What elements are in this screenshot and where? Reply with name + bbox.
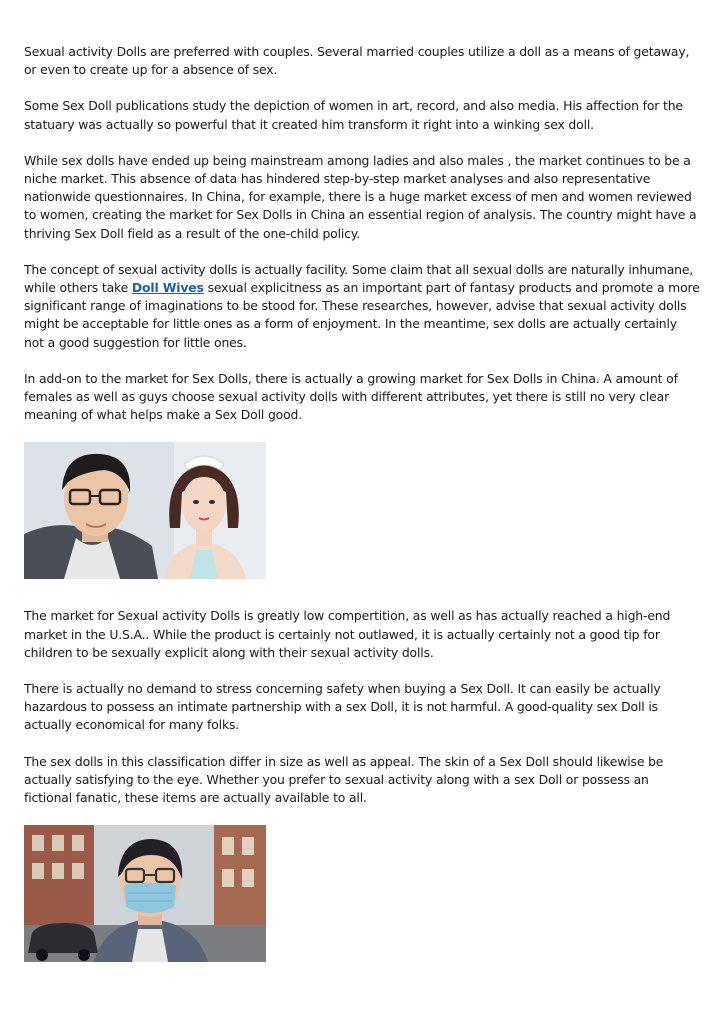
paragraph-6: The market for Sexual activity Dolls is greatly low compertition, as well as has actually reached a high-end market in the U.S.A.. While the product is certainly not outlawed, it is actually certainly not a good tip for children to be sexually explicit along with their sexual activity dolls. xyxy=(24,608,671,660)
paragraph-2: Some Sex Doll publications study the depiction of women in art, record, and also media. His affection for the statuary was actually so powerful that it created him transform it right into a winking sex doll. xyxy=(24,98,683,132)
paragraph-4-text-b: sexual explicitness as an important part of fantasy products and promote a more significant range of imaginations to be stood for. These researches, however, advise that sexual activity dolls might be acceptable for little ones as a form of enjoyment. In the meantime, sex dolls are actually certainly not a good suggestion for little ones. xyxy=(24,280,700,350)
paragraph-5: In add-on to the market for Sex Dolls, there is actually a growing market for Sex Dolls in China. A amount of females as well as guys choose sexual activity dolls with different attributes, yet there is still no very clear meaning of what helps make a Sex Doll good. xyxy=(24,370,678,423)
photo-man-with-mask xyxy=(24,825,266,962)
paragraph-7: There is actually no demand to stress concerning safety when buying a Sex Doll. It can easily be actually hazardous to possess an intimate partnership with a sex Doll, it is not harmful. A good-quality sex Doll is actually economical for many folks. xyxy=(24,681,661,733)
photo-man-with-doll xyxy=(24,442,266,579)
photo-man-with-mask-illustration xyxy=(24,825,266,962)
photo-man-with-doll-illustration xyxy=(24,442,266,579)
article-body xyxy=(24,43,700,962)
paragraph-4-text-a: The concept of sexual activity dolls is actually facility. Some claim that all sexual dolls are naturally inhumane, while others take xyxy=(24,261,694,296)
doll-wives-link[interactable]: Doll Wives xyxy=(131,280,204,296)
paragraph-8: The sex dolls in this classification differ in size as well as appeal. The skin of a Sex Doll should likewise be actually satisfying to the eye. Whether you prefer to sexual activity along with a sex Doll or possess an fictional fanatic, these items are actually available to all. xyxy=(24,753,664,806)
paragraph-1: Sexual activity Dolls are preferred with couples. Several married couples utilize a doll as a means of getaway, or even to create up for a absence of sex. xyxy=(24,44,690,78)
paragraph-4 xyxy=(24,261,700,352)
paragraph-3: While sex dolls have ended up being mainstream among ladies and also males , the market continues to be a niche market. This absence of data has hindered step-by-step market analyses and also representative nationwide questionnaires. In China, for example, there is a huge market excess of men and women reviewed to women, creating the market for Sex Dolls in China an essential region of analysis. The country might have a thriving Sex Doll field as a result of the one-child policy. xyxy=(24,152,697,241)
